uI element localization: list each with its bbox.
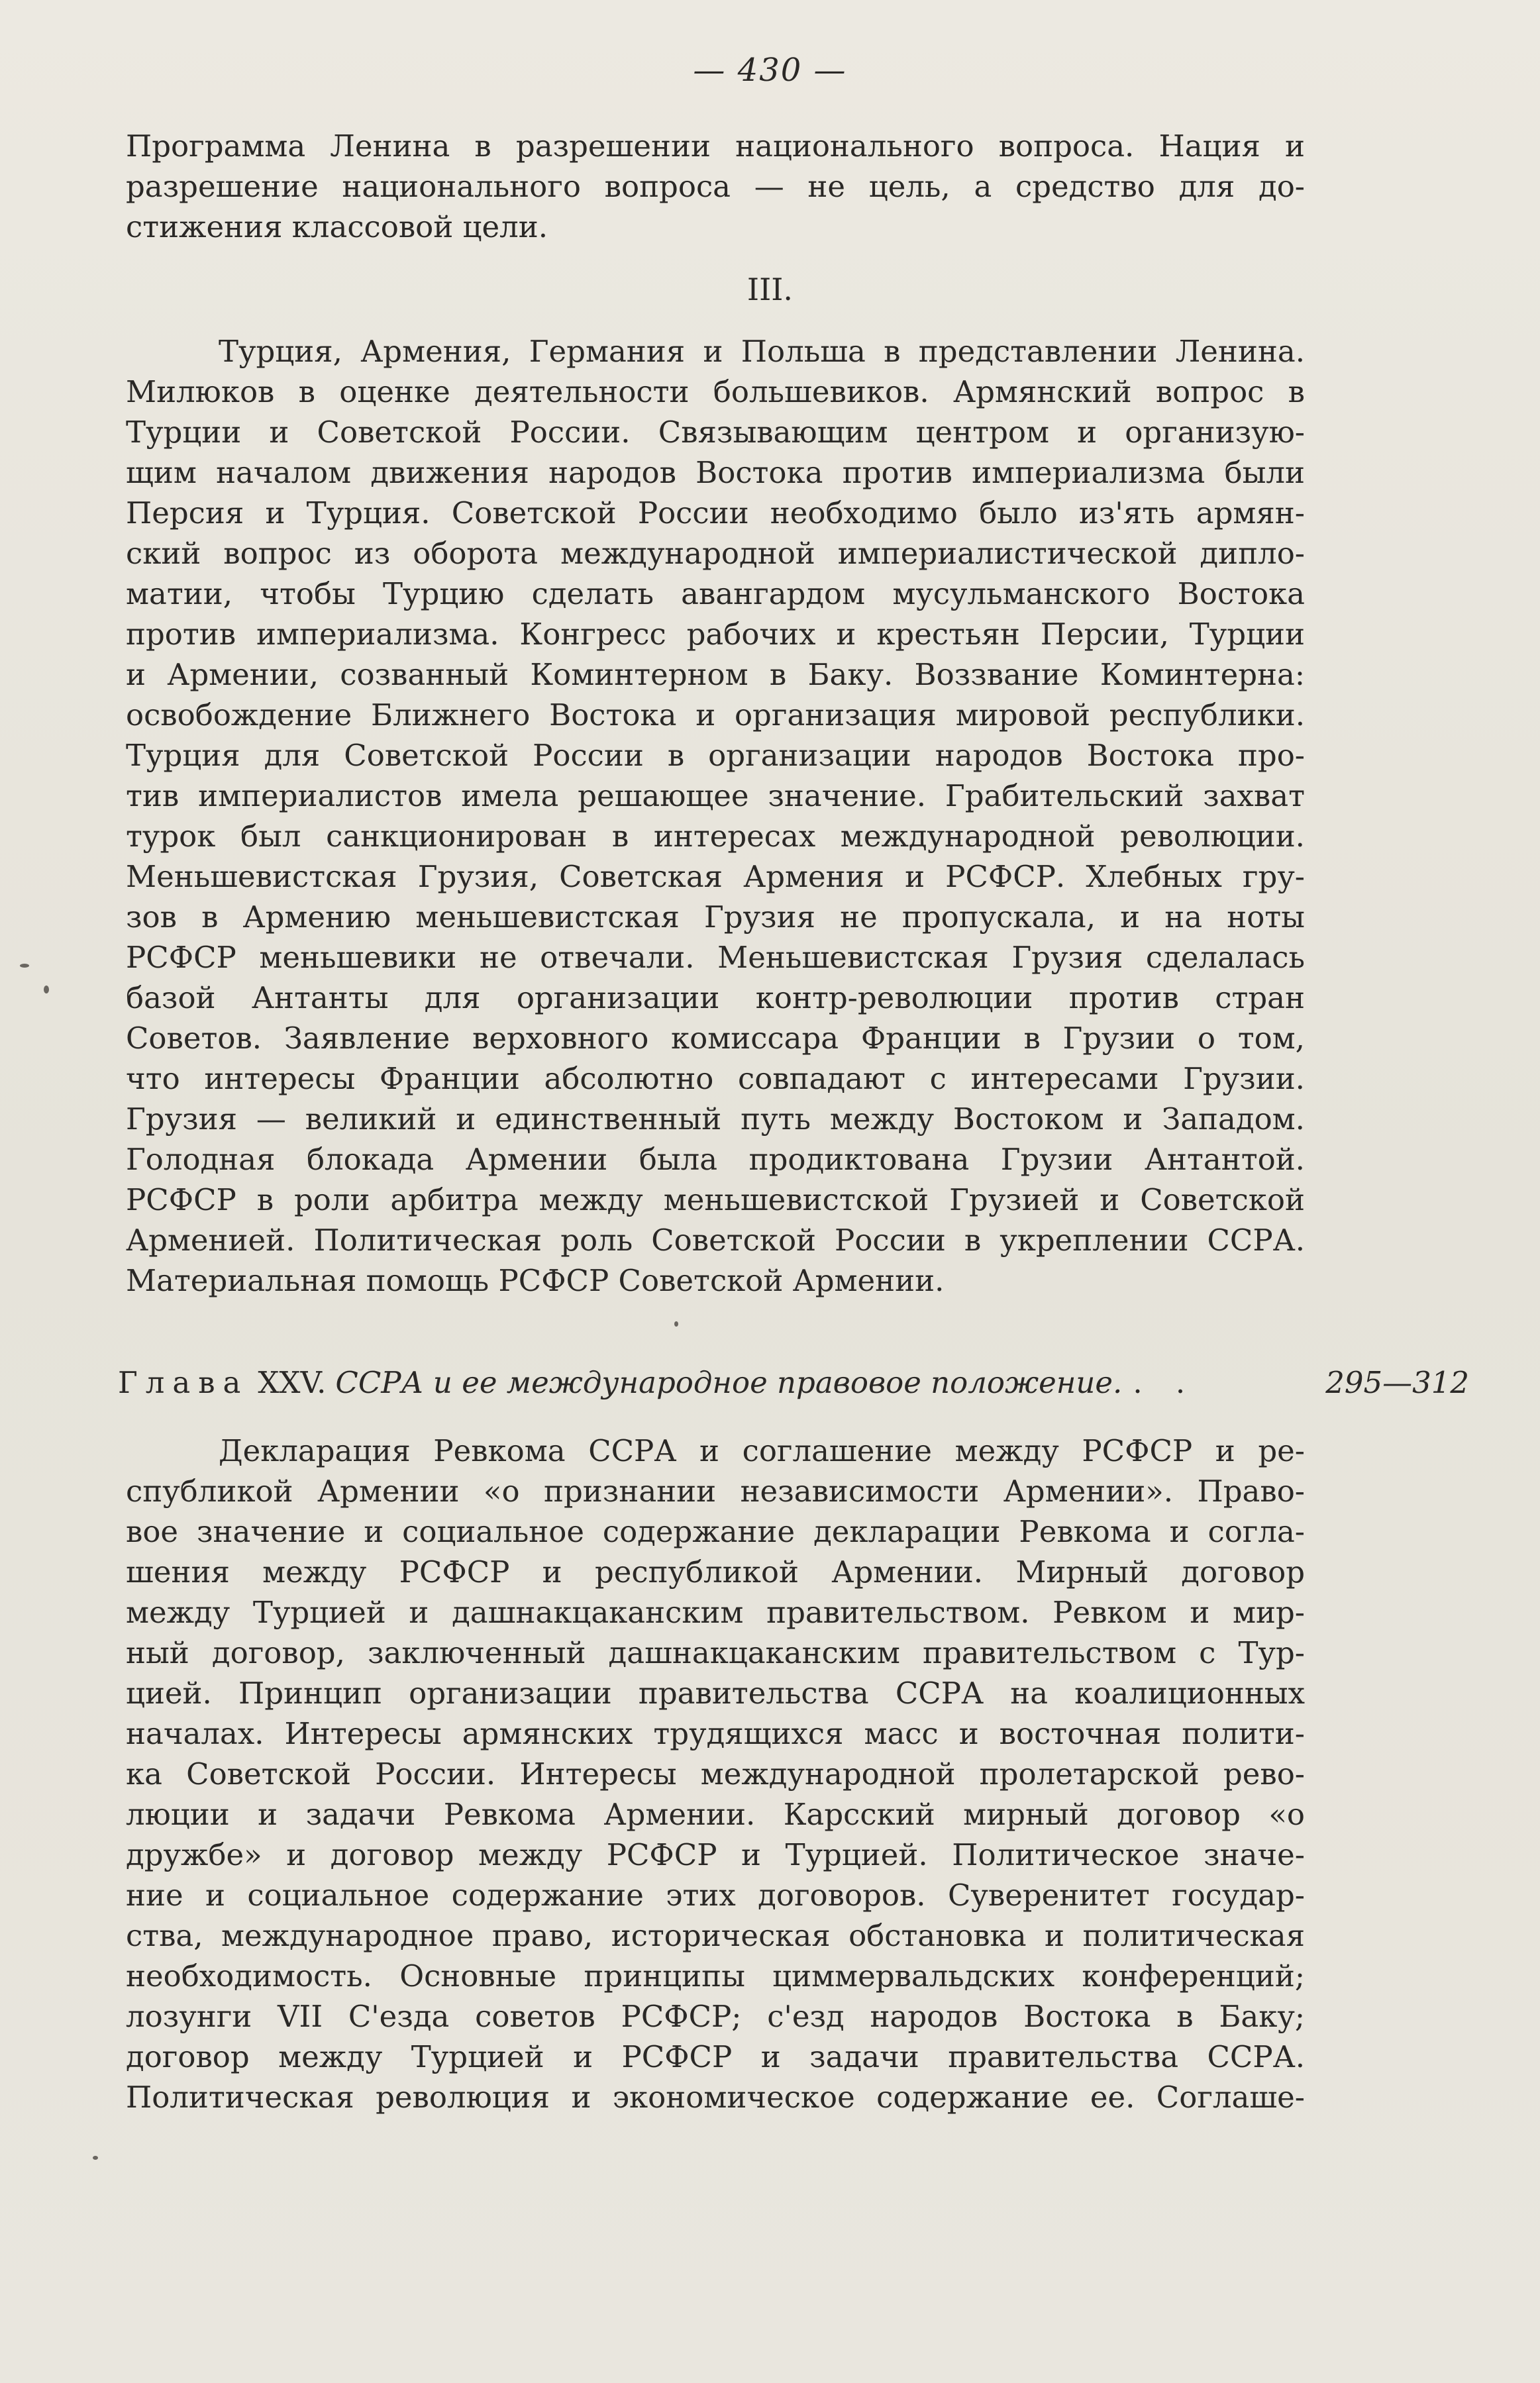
text-line: договор между Турцией и РСФСР и задачи правительства ССРА.	[126, 2039, 1305, 2074]
text-line: Арменией. Политическая роль Советской России в укреплении ССРА.	[126, 1223, 1305, 1258]
text-line: ный договор, заключенный дашнакцаканским правительством с Тур-	[126, 1635, 1305, 1670]
text-line: Декларация Ревкома ССРА и соглашение между РСФСР и ре-	[219, 1433, 1305, 1468]
chapter-leader-dots: . .	[1133, 1365, 1198, 1400]
text-line: Турция, Армения, Германия и Польша в представлении Ленина.	[219, 334, 1305, 369]
chapter-label: Глава	[118, 1365, 249, 1400]
text-line: Милюков в оценке деятельности большевиков. Армянский вопрос в	[126, 374, 1305, 409]
text-line: разрешение национального вопроса — не цель, а средство для до-	[126, 169, 1305, 204]
text-line: Советов. Заявление верховного комиссара Франции в Грузии о том,	[126, 1021, 1305, 1056]
text-line: цией. Принцип организации правительства ССРА на коалиционных	[126, 1676, 1305, 1711]
text-line: вое значение и социальное содержание декларации Ревкома и согла-	[126, 1514, 1305, 1549]
text-line: Турции и Советской России. Связывающим центром и организую-	[126, 415, 1305, 450]
text-line: шения между РСФСР и республикой Армении. Мирный договор	[126, 1554, 1305, 1590]
text-line: против империализма. Конгресс рабочих и крестьян Персии, Турции	[126, 617, 1305, 652]
text-line: матии, чтобы Турцию сделать авангардом мусульманского Востока	[126, 576, 1305, 611]
text-line: Персия и Турция. Советской России необходимо было из'ять армян-	[126, 495, 1305, 531]
text-line: началах. Интересы армянских трудящихся масс и восточная полити-	[126, 1716, 1305, 1751]
paper-speck	[674, 1321, 678, 1327]
text-line: тив империалистов имела решающее значение. Грабительский захват	[126, 778, 1305, 813]
section-heading: III.	[746, 272, 794, 307]
text-line: Голодная блокада Армении была продиктована Грузии Антантой.	[126, 1142, 1305, 1177]
text-line: освобождение Ближнего Востока и организация мировой республики.	[126, 697, 1305, 733]
paper-speck	[93, 2156, 98, 2160]
chapter-number: XXV.	[258, 1365, 327, 1400]
paper-speck	[20, 964, 29, 968]
text-line: люции и задачи Ревкома Армении. Карсский мирный договор «о	[126, 1797, 1305, 1832]
text-line: Программа Ленина в разрешении национального вопроса. Нация и	[126, 128, 1305, 164]
text-line: Политическая революция и экономическое содержание ее. Соглаше-	[126, 2080, 1305, 2115]
text-line: и Армении, созванный Коминтерном в Баку. Воззвание Коминтерна:	[126, 657, 1305, 692]
text-line: ства, международное право, историческая обстановка и политическая	[126, 1918, 1305, 1953]
text-line: Материальная помощь РСФСР Советской Армении.	[126, 1263, 945, 1298]
paper-speck	[44, 986, 49, 993]
text-line: РСФСР меньшевики не отвечали. Меньшевистская Грузия сделалась	[126, 940, 1305, 975]
text-line: зов в Армению меньшевистская Грузия не пропускала, и на ноты	[126, 899, 1305, 935]
chapter-page-range: 295—312	[1325, 1365, 1469, 1400]
text-line: что интересы Франции абсолютно совпадают с интересами Грузии.	[126, 1061, 1305, 1096]
text-line: базой Антанты для организации контр-революции против стран	[126, 980, 1305, 1015]
chapter-paragraph	[126, 1431, 1305, 2117]
text-line: ский вопрос из оборота международной империалистической дипло-	[126, 536, 1305, 571]
text-line: ние и социальное содержание этих договоров. Суверенитет государ-	[126, 1878, 1305, 1913]
text-line: дружбе» и договор между РСФСР и Турцией. Политическое значе-	[126, 1837, 1305, 1872]
text-line: Меньшевистская Грузия, Советская Армения и РСФСР. Хлебных гру-	[126, 859, 1305, 894]
text-line: стижения классовой цели.	[126, 209, 548, 244]
chapter-heading	[118, 1364, 1469, 1401]
text-line: необходимость. Основные принципы циммервальдских конференций;	[126, 1958, 1305, 1994]
intro-paragraph	[126, 126, 1305, 247]
section-paragraph	[126, 331, 1305, 1301]
text-line: ка Советской России. Интересы международной пролетарской рево-	[126, 1756, 1305, 1792]
text-line: лозунги VII С'езда советов РСФСР; с'езд народов Востока в Баку;	[126, 1999, 1305, 2034]
text-line: щим началом движения народов Востока против империализма были	[126, 455, 1305, 490]
text-line: турок был санкционирован в интересах международной революции.	[126, 819, 1305, 854]
text-line: Грузия — великий и единственный путь между Востоком и Западом.	[126, 1101, 1305, 1137]
text-line: РСФСР в роли арбитра между меньшевистской Грузией и Советской	[126, 1182, 1305, 1217]
page-number: — 430 —	[693, 52, 847, 89]
text-line: Турция для Советской России в организации народов Востока про-	[126, 738, 1305, 773]
text-line: между Турцией и дашнакцаканским правительством. Ревком и мир-	[126, 1595, 1305, 1630]
text-line: спубликой Армении «о признании независимости Армении». Право-	[126, 1474, 1305, 1509]
chapter-title: ССРА и ее международное правовое положение.	[335, 1365, 1123, 1400]
